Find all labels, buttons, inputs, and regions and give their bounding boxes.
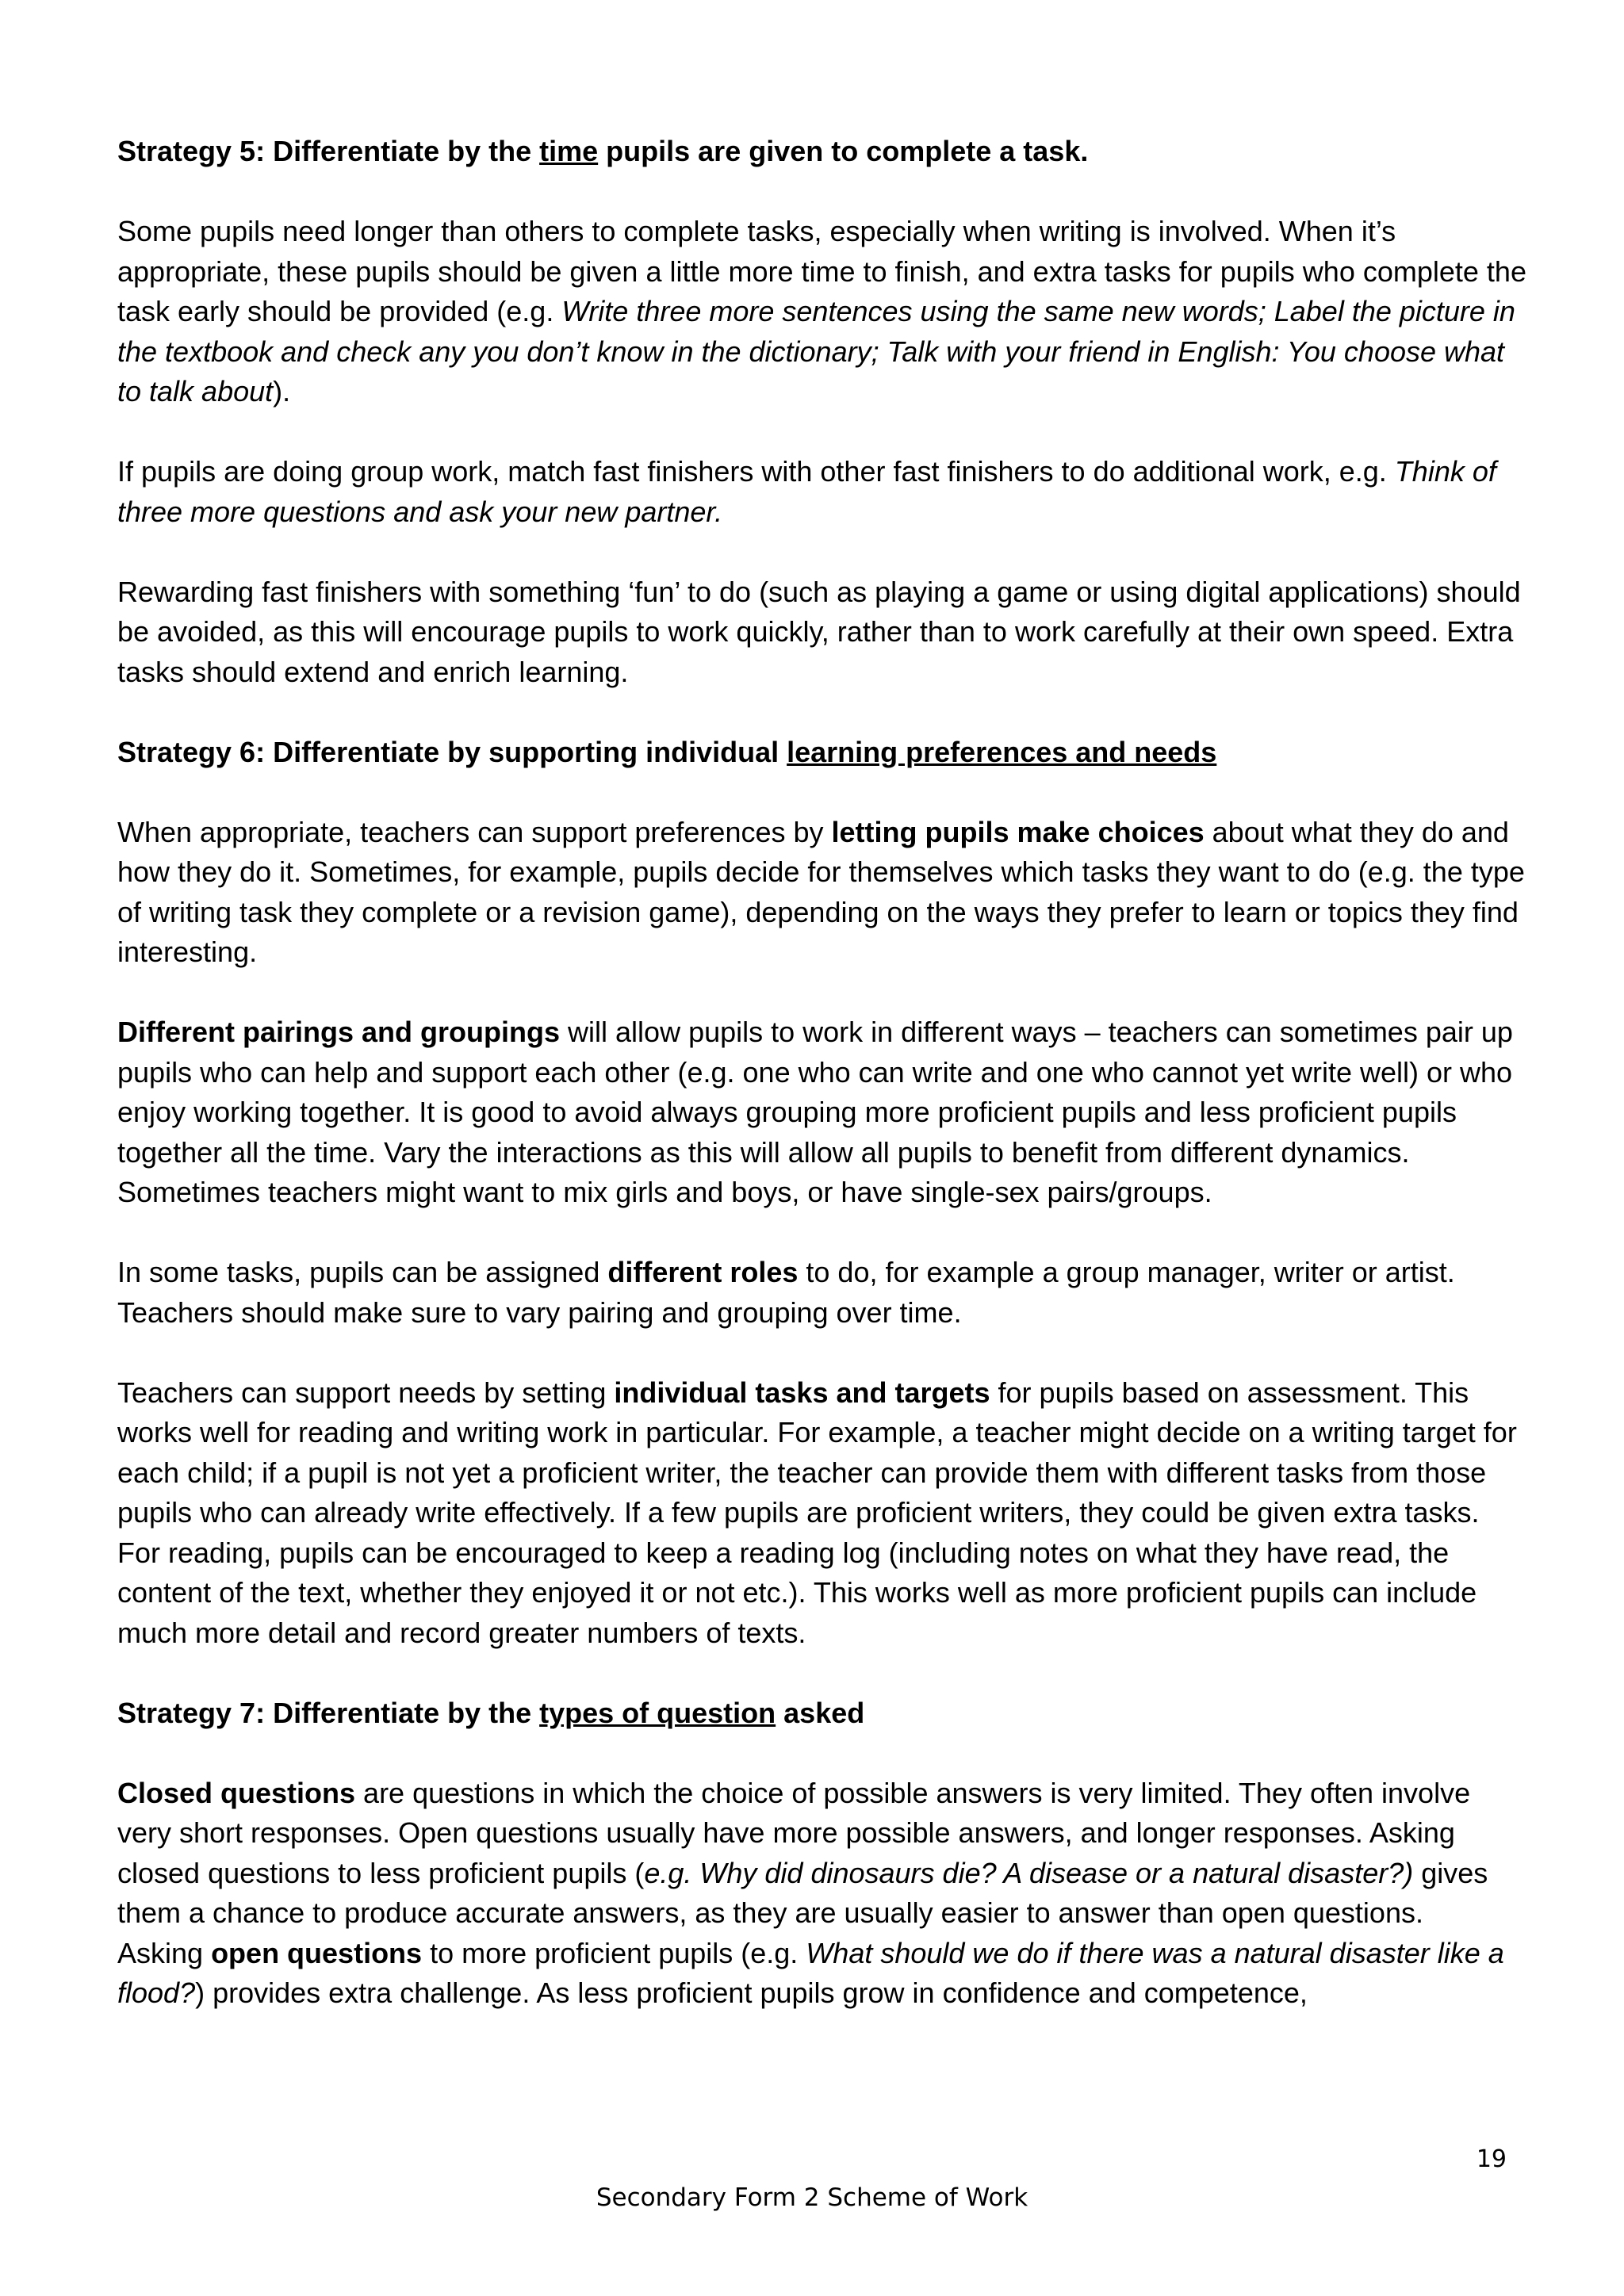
document-body (117, 132, 1529, 2014)
bold-term: Closed questions (117, 1776, 356, 1809)
paragraph-extra-time: Some pupils need longer than others to complete tasks, especially when writing is involved. When it’s appropriate, these pupils should be given a little more time to finish, and extra tasks for pupils who complete the task early should be provided (e.g. Write three more sentences using the same new words; Label the picture in the textbook and check any you don’t know in the dictionary; Talk with your friend in English: You choose what to talk about). (117, 215, 1526, 408)
page-number: 19 (1476, 2145, 1507, 2173)
paragraph-choices: When appropriate, teachers can support preferences by letting pupils make choices about what they do and how they do it. Sometimes, for example, pupils decide for themselves which tasks they want to do (e.g. the type of writing task they complete or a revision game), depending on the ways they prefer to learn or topics they find interesting. (117, 815, 1525, 968)
paragraph-group-work: If pupils are doing group work, match fast finishers with other fast finishers to do additional work, e.g. Think of three more questions and ask your new partner. (117, 455, 1496, 528)
bold-term: individual tasks and targets (614, 1376, 990, 1409)
bold-term: letting pupils make choices (831, 815, 1205, 848)
strategy-6-heading: Strategy 6: Differentiate by supporting individual learning preferences and needs (117, 735, 1217, 768)
underlined-term: time (539, 135, 599, 167)
strategy-7-heading: Strategy 7: Differentiate by the types of question asked (117, 1696, 865, 1729)
paragraph-fast-finishers: Rewarding fast finishers with something ‘fun’ to do (such as playing a game or using digital applications) should be avoided, as this will encourage pupils to work quickly, rather than to work carefully at their own speed. Extra tasks should extend and enrich learning. (117, 575, 1521, 688)
paragraph-roles: In some tasks, pupils can be assigned different roles to do, for example a group manager, writer or artist. Teachers should make sure to vary pairing and grouping over time. (117, 1256, 1455, 1329)
paragraph-targets: Teachers can support needs by setting individual tasks and targets for pupils based on assessment. This works well for reading and writing work in particular. For example, a teacher might decide on a writing target for each child; if a pupil is not yet a proficient writer, the teacher can provide them with different tasks from those pupils who can already write effectively. If a few pupils are proficient writers, they could be given extra tasks. For reading, pupils can be encouraged to keep a reading log (including notes on what they have read, the content of the text, whether they enjoyed it or not etc.). This works well as more proficient pupils can include much more detail and record greater numbers of texts. (117, 1376, 1517, 1649)
underlined-term: learning preferences and needs (787, 735, 1217, 768)
paragraph-closed-questions: Closed questions are questions in which the choice of possible answers is very limited. They often involve very short responses. Open questions usually have more possible answers, and longer responses. Asking closed questions to less proficient pupils (e.g. Why did dinosaurs die? A disease or a natural disaster?) gives them a chance to produce accurate answers, as they are usually easier to answer than open questions. (117, 1776, 1488, 1929)
page-footer: Secondary Form 2 Scheme of Work (596, 2183, 1028, 2212)
italic-example: What should we do if there was a natural disaster like a flood? (117, 1936, 1504, 2009)
bold-term: different roles (607, 1256, 799, 1288)
bold-term: open questions (211, 1936, 423, 1969)
italic-example: Write three more sentences using the same new words; Label the picture in the textbook and check any you don’t know in the dictionary; Talk with your friend in English: You choose what to talk about (117, 295, 1515, 408)
strategy-5-heading: Strategy 5: Differentiate by the time pupils are given to complete a task. (117, 135, 1089, 167)
paragraph-pairings: Different pairings and groupings will allow pupils to work in different ways – teachers can sometimes pair up pupils who can help and support each other (e.g. one who can write and one who cannot yet write well) or who enjoy working together. It is good to avoid always grouping more proficient pupils and less proficient pupils together all the time. Vary the interactions as this will allow all pupils to benefit from different dynamics. Sometimes teachers might want to mix girls and boys, or have single-sex pairs/groups. (117, 1016, 1513, 1208)
italic-example: e.g. Why did dinosaurs die? A disease or a natural disaster?) (644, 1856, 1414, 1889)
bold-term: Different pairings and groupings (117, 1016, 561, 1048)
italic-example: Think of three more questions and ask your new partner. (117, 455, 1496, 528)
paragraph-open-questions: Asking open questions to more proficient pupils (e.g. What should we do if there was a natural disaster like a flood?) provides extra challenge. As less proficient pupils grow in confidence and competence, (117, 1936, 1504, 2009)
underlined-term: types of question (539, 1696, 776, 1729)
